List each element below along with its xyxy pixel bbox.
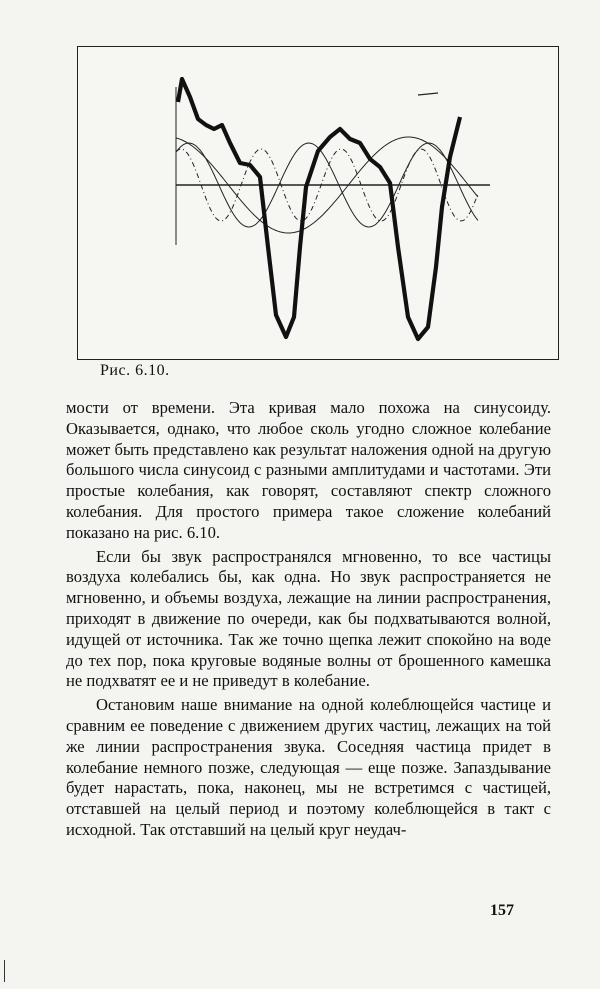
waveform-plot: [78, 47, 560, 361]
paragraph: Если бы звук распространялся мгновенно, то все частицы воздуха колебались бы, как одна. Но звук распространяется не мгновенно, и объемы воздуха, лежащие на линии распространения, приходят в движение по очереди, как бы подхватываются волной, идущей от источника. Так же точно щепка лежит спокойно на воде до тех пор, пока круговые водяные волны от брошенного камешка не подхватят ее и не приведут в колебание.: [66, 546, 551, 691]
paragraph: Остановим наше внимание на одной колеблющейся частице и сравним ее поведение с движением других частиц, лежащих на той же линии распространения звука. Соседняя частица придет в колебание немного позже, следующая — еще позже. Запаздывание будет нарастать, пока, наконец, мы не встретимся с частицей, отставшей на целый период и поэтому колеблющейся в такт с исходной. Так отставший на целый круг неудач-: [66, 695, 551, 839]
composite-curve: [178, 79, 460, 339]
figure-caption: Рис. 6.10.: [100, 362, 170, 379]
figure-6-10: [77, 46, 559, 360]
page-number: 157: [490, 902, 514, 919]
body-text: [66, 398, 551, 841]
scan-edge-mark: [4, 960, 17, 982]
plot-tick: [418, 93, 438, 95]
paragraph: мости от времени. Эта кривая мало похожа на синусоиду. Оказывается, однако, что любое сколь угодно сложное колебание может быть представлено как результат наложения одной на другую большого числа синусоид с разными амплитудами и частотами. Эти простые колебания, как говорят, составляют спектр сложного колебания. Для простого примера такое сложение колебаний показано на рис. 6.10.: [66, 398, 551, 542]
